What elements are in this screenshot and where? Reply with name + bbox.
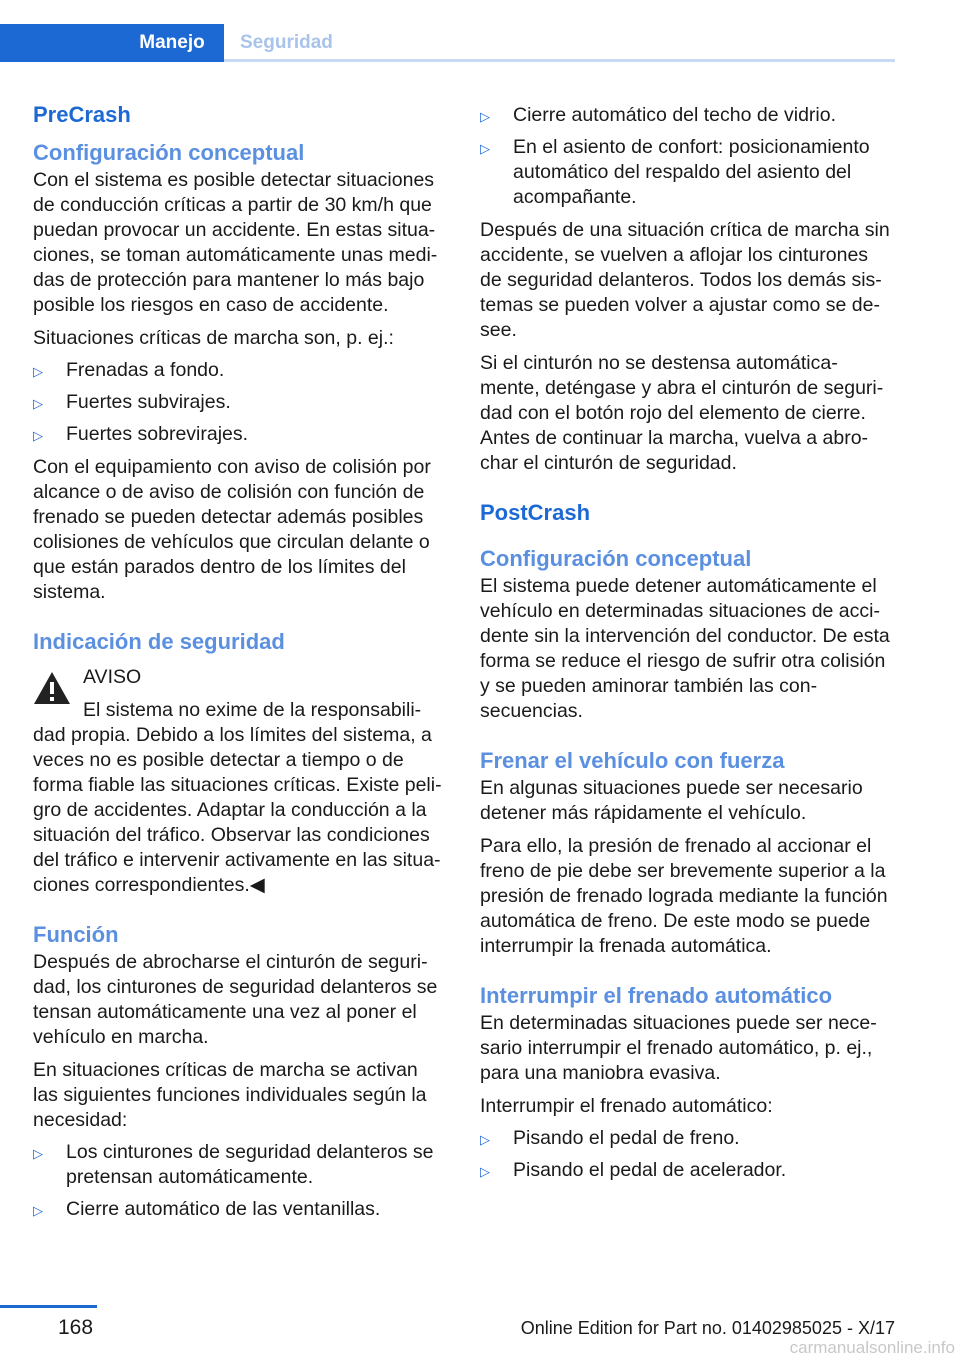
list-item: ▷ Fuertes sobrevirajes.: [33, 422, 448, 447]
heading-brake: Frenar el vehículo con fuerza: [480, 748, 785, 773]
heading-config-precrash: Configuración conceptual: [33, 140, 305, 165]
list-item: ▷ Pisando el pedal de acelerador.: [480, 1158, 895, 1183]
paragraph: Después de una situación crítica de marcha sin accidente, se vuelven a aflojar los cinturones de seguridad delanteros. Todos los demás sis‐ temas se pueden volver a ajustar como se de‐ see.: [480, 219, 890, 341]
paragraph: El sistema puede detener automáticamente el vehículo en determinadas situaciones de acci‐ dente sin la intervención del conductor. De esta forma se reduce el riesgo de sufrir otra colisión y se pueden aminorar también las con‐ secuencias.: [480, 575, 890, 722]
paragraph: Después de abrocharse el cinturón de seguri‐ dad, los cinturones de seguridad delanteros se tensan automáticamente una vez al poner el vehículo en marcha.: [33, 951, 438, 1048]
list-item: ▷ Cierre automático de las ventanillas.: [33, 1197, 448, 1222]
triangle-right-outline-icon: ▷: [33, 396, 43, 411]
tab-manejo[interactable]: Manejo: [120, 24, 224, 62]
paragraph: Para ello, la presión de frenado al accionar el freno de pie debe ser brevemente superior a la presión de frenado lograda mediante la función automática de freno. De este modo se puede interrumpir la frenada automática.: [480, 835, 888, 957]
list-item: ▷ Cierre automático del techo de vidrio.: [480, 103, 895, 128]
triangle-right-outline-icon: ▷: [33, 428, 43, 443]
tab-seguridad[interactable]: Seguridad: [240, 32, 333, 53]
warning-text-first: El sistema no exime de la responsabili‐: [83, 699, 422, 721]
triangle-right-outline-icon: ▷: [33, 1146, 43, 1161]
header-divider: [224, 59, 895, 62]
warning-label: AVISO: [83, 666, 142, 688]
footer-rule: [0, 1305, 97, 1308]
paragraph: Si el cinturón no se destensa automática‐ mente, deténgase y abra el cinturón de seguri‐ dad con el botón rojo del elemento de cierre. Antes de continuar la marcha, vuelva a abro‐ char el cinturón de seguridad.: [480, 352, 884, 474]
header-bar: [0, 24, 120, 62]
heading-interrupt: Interrumpir el frenado automático: [480, 983, 833, 1008]
list-item: ▷ Los cinturones de seguridad delanteros se pretensan automáticamente.: [33, 1141, 434, 1188]
triangle-right-outline-icon: ▷: [480, 109, 490, 124]
paragraph: En algunas situaciones puede ser necesario detener más rápidamente el vehículo.: [480, 777, 863, 824]
warning-text: dad propia. Debido a los límites del sistema, a veces no es posible detectar a tiempo o de forma fiable las situaciones críticas. Existe peli‐ gro de accidentes. Adaptar la conducción a la situación del tráfico. Observar las condiciones del tráfico e intervenir activamente en las situa‐ ciones correspondientes.◀: [33, 724, 442, 896]
triangle-right-outline-icon: ▷: [480, 1164, 490, 1179]
list-item: ▷ Pisando el pedal de freno.: [480, 1126, 895, 1151]
header-tabs: [0, 24, 895, 62]
page-number: 168: [58, 1316, 94, 1339]
left-column: [33, 100, 448, 1222]
paragraph: Con el sistema es posible detectar situaciones de conducción críticas a partir de 30 km/h que puedan provocar un accidente. En estas situa‐ ciones, se toman automáticamente unas medi‐ das de protección para mantener lo más bajo posible los riesgos en caso de accidente.: [33, 169, 438, 316]
heading-function: Función: [33, 922, 119, 947]
paragraph: En situaciones críticas de marcha se activan las siguientes funciones individuales según la necesidad:: [33, 1059, 427, 1131]
triangle-right-outline-icon: ▷: [33, 1203, 43, 1218]
paragraph: En determinadas situaciones puede ser nece‐ sario interrumpir el frenado automático, p. ej., para una maniobra evasiva.: [480, 1012, 877, 1084]
list-item: ▷ Fuertes subvirajes.: [33, 390, 448, 415]
paragraph: Interrumpir el frenado automático:: [480, 1095, 773, 1117]
watermark: carmanualsonline.info: [789, 1338, 955, 1357]
warning-box: [33, 665, 448, 898]
warning-triangle-icon: [33, 671, 71, 705]
triangle-right-outline-icon: ▷: [33, 364, 43, 379]
list-item: ▷ Frenadas a fondo.: [33, 358, 448, 383]
paragraph: Con el equipamiento con aviso de colisión por alcance o de aviso de colisión con función de frenado se pueden detectar además posibles colisiones de vehículos que circulan delante o que están parados dentro de los límites del sistema.: [33, 456, 431, 603]
edition-note: Online Edition for Part no. 01402985025 - X/17: [520, 1318, 895, 1338]
list-item: ▷ En el asiento de confort: posicionamiento automático del respaldo del asiento del acompañante.: [480, 136, 870, 208]
right-column: [480, 100, 895, 1183]
paragraph: Situaciones críticas de marcha son, p. ej.:: [33, 327, 394, 349]
section-title-postcrash: PostCrash: [480, 500, 591, 525]
heading-config-postcrash: Configuración conceptual: [480, 546, 752, 571]
triangle-right-outline-icon: ▷: [480, 1132, 490, 1147]
triangle-right-outline-icon: ▷: [480, 141, 490, 156]
section-title-precrash: PreCrash: [33, 102, 131, 127]
heading-safety: Indicación de seguridad: [33, 629, 285, 654]
